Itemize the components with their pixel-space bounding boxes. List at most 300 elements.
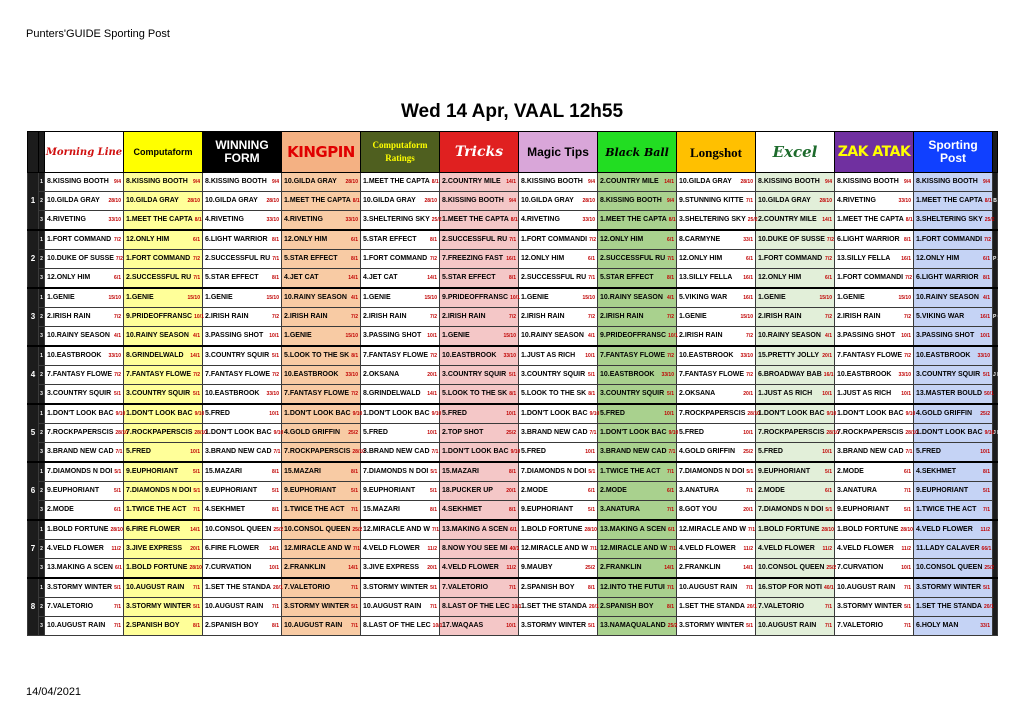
horse-name: 8.GRINDELWALD	[363, 390, 421, 397]
tip-cell	[440, 559, 519, 579]
horse-name: 5.VIKING WAR	[679, 294, 728, 301]
horse-name: 3.JIVE EXPRESS	[126, 545, 183, 552]
tip-cell	[203, 443, 282, 463]
tip-cell	[203, 520, 282, 540]
horse-name: 10.DUKE OF SUSSE	[758, 236, 825, 243]
horse-name: 2.SUCCESSFUL RU	[126, 274, 192, 281]
tip-cell	[835, 211, 914, 231]
tip-cell	[440, 346, 519, 366]
odds: 15/10	[108, 295, 121, 301]
odds: 8/1	[509, 275, 516, 281]
tip-cell	[914, 617, 993, 636]
odds: 6/1	[115, 565, 122, 571]
odds: 5/1	[746, 623, 754, 629]
tip-cell	[440, 443, 519, 463]
horse-name: 5.FRED	[126, 448, 151, 455]
tip-cell	[45, 308, 124, 327]
odds: 9/4	[114, 179, 121, 185]
odds: 28/10	[108, 198, 121, 204]
tip-cell	[914, 211, 993, 231]
tip-cell	[124, 173, 203, 192]
horse-name: 2.IRISH RAIN	[442, 313, 486, 320]
position-number: 1	[39, 462, 45, 482]
odds: 10/1	[427, 430, 437, 436]
tip-cell	[124, 520, 203, 540]
horse-name: 5.FRED	[442, 410, 467, 417]
tip-cell	[361, 482, 440, 501]
odds: 8/1	[667, 604, 674, 610]
table-body	[28, 173, 1005, 636]
tip-cell	[598, 617, 677, 636]
tip-cell	[598, 540, 677, 559]
horse-name: 1.SET THE STANDA	[205, 584, 271, 591]
tip-cell	[835, 346, 914, 366]
horse-name: 1.DON'T LOOK BAC	[205, 429, 272, 436]
horse-name: 8.KISSING BOOTH	[758, 178, 820, 185]
tip-cell	[203, 250, 282, 269]
horse-name: 5.FRED	[521, 448, 546, 455]
horse-name: 1.DON'T LOOK BAC	[442, 448, 509, 455]
horse-name: 8.KISSING BOOTH	[916, 178, 978, 185]
tip-cell	[361, 424, 440, 443]
horse-name: 2.MODE	[600, 487, 627, 494]
tip-cell	[598, 443, 677, 463]
tip-cell	[361, 346, 440, 366]
odds: 9/10	[115, 411, 126, 417]
tip-cell	[203, 617, 282, 636]
odds: 11/2	[822, 546, 832, 552]
horse-name: 10.EASTBROOK	[600, 371, 655, 378]
horse-name: 9.EUPHORIANT	[284, 487, 337, 494]
tip-cell	[519, 404, 598, 424]
tip-cell	[282, 385, 361, 405]
odds: 28/10	[900, 527, 913, 533]
horse-name: 10.RAINY SEASON	[521, 332, 584, 339]
horse-name: 9.PRIDEOFFRANSC	[126, 313, 193, 320]
odds: 15/10	[266, 295, 279, 301]
horse-name: 5.FRED	[679, 429, 704, 436]
odds: 9/10	[352, 411, 363, 417]
tip-cell	[677, 211, 756, 231]
horse-name: 3.COUNTRY SQUIR	[521, 371, 586, 378]
horse-name: 8.KISSING BOOTH	[600, 197, 662, 204]
horse-name: 1.GENIE	[284, 332, 312, 339]
horse-name: 5.FRED	[600, 410, 625, 417]
tip-cell	[914, 308, 993, 327]
tip-cell	[756, 578, 835, 598]
odds: 7/1	[904, 488, 911, 494]
odds: 8/1	[272, 623, 279, 629]
horse-name: 3.COUNTRY SQUIR	[47, 390, 112, 397]
horse-name: 7.DIAMONDS N DOI	[679, 468, 745, 475]
horse-name: 4.RIVETING	[521, 216, 560, 223]
tip-cell	[361, 250, 440, 269]
odds: 7/1	[904, 585, 911, 591]
horse-name: 1.SET THE STANDA	[521, 603, 587, 610]
odds: 7/1	[588, 275, 596, 281]
tip-cell	[598, 288, 677, 308]
odds: 8/1	[430, 507, 437, 513]
tip-cell	[361, 366, 440, 385]
tip-cell	[677, 443, 756, 463]
odds: 6/1	[588, 256, 595, 262]
odds: 33/10	[266, 217, 279, 223]
tip-cell	[203, 366, 282, 385]
horse-name: 2.SUCCESSFUL RU	[521, 274, 587, 281]
odds: 7/1	[667, 469, 674, 475]
horse-name: 9.EUPHORIANT	[363, 487, 416, 494]
horse-name: 6.LIGHT WARRIOR	[916, 274, 979, 281]
odds: 28/10	[110, 527, 123, 533]
horse-name: 10.RAINY SEASON	[758, 332, 821, 339]
horse-name: 2.MODE	[47, 506, 74, 513]
odds: 8/1	[509, 391, 517, 397]
horse-name: 10.DUKE OF SUSSE	[47, 255, 114, 262]
tip-cell	[598, 501, 677, 521]
horse-name: 1.FORT COMMANDI	[916, 236, 983, 243]
odds: 7/1	[904, 623, 911, 629]
horse-name: 7.DIAMONDS N DOI	[758, 506, 824, 513]
odds: 6/1	[114, 275, 121, 281]
odds: 20/1	[743, 391, 753, 397]
odds: 20/1	[743, 507, 753, 513]
odds: 7/1	[668, 449, 676, 455]
odds: 7/1	[509, 237, 517, 243]
horse-name: 3.COUNTRY SQUIR	[600, 390, 665, 397]
horse-name: 7.VALETORIO	[837, 622, 884, 629]
tip-cell	[45, 617, 124, 636]
odds: 7/1	[353, 546, 360, 552]
horse-name: 12.ONLY HIM	[600, 236, 644, 243]
tip-cell	[835, 192, 914, 211]
odds: 7/1	[669, 546, 676, 552]
horse-name: 2.SUCCESSFUL RU	[600, 255, 666, 262]
odds: 14/1	[427, 391, 437, 397]
tip-cell	[519, 346, 598, 366]
odds: 10/1	[269, 333, 279, 339]
race-number: 7	[28, 520, 39, 578]
tip-cell	[756, 288, 835, 308]
tip-cell	[677, 173, 756, 192]
tip-cell	[756, 540, 835, 559]
odds: 9/10	[984, 430, 995, 436]
horse-name: 10.GILDA GRAY	[679, 178, 732, 185]
tip-cell	[914, 366, 993, 385]
odds: 7/1	[748, 527, 755, 533]
odds: 50/1	[984, 391, 994, 397]
tip-cell	[124, 269, 203, 289]
odds: 6/1	[667, 488, 674, 494]
horse-name: 5.VIKING WAR	[916, 313, 965, 320]
tip-cell	[914, 288, 993, 308]
horse-name: 7.DIAMONDS N DOI	[126, 487, 192, 494]
horse-name: 5.FRED	[205, 410, 230, 417]
tip-cell	[756, 404, 835, 424]
horse-name: 4.JET CAT	[363, 274, 398, 281]
horse-name: 7.DIAMONDS N DOI	[363, 468, 429, 475]
odds: 9/4	[588, 179, 595, 185]
tip-cell	[203, 346, 282, 366]
tip-cell	[203, 540, 282, 559]
horse-name: 12.MIRACLE AND W	[521, 545, 589, 552]
tip-cell	[677, 617, 756, 636]
odds: 28/10	[905, 430, 918, 436]
position-number: 1	[39, 578, 45, 598]
odds: 16/1	[980, 314, 990, 320]
horse-name: 5.STAR EFFECT	[363, 236, 417, 243]
horse-name: 6.LIGHT WARRIOR	[837, 236, 900, 243]
tip-cell	[598, 424, 677, 443]
odds: 15/10	[819, 295, 832, 301]
tip-cell	[598, 520, 677, 540]
tip-cell	[440, 250, 519, 269]
odds: 33/10	[345, 217, 358, 223]
tip-cell	[124, 250, 203, 269]
tip-cell	[519, 308, 598, 327]
tip-cell	[361, 520, 440, 540]
horse-name: 1.MEET THE CAPTA	[363, 178, 430, 185]
odds: 7/2	[272, 314, 279, 320]
tip-cell	[677, 578, 756, 598]
horse-name: 10.CONSOL QUEEN	[916, 564, 983, 571]
horse-name: 6.HOLY MAN	[916, 622, 959, 629]
odds: 5/1	[114, 391, 121, 397]
horse-name: 5.LOOK TO THE SK	[521, 390, 587, 397]
odds: 7/2	[667, 314, 674, 320]
horse-name: 4.VELD FLOWER	[442, 564, 499, 571]
horse-name: 4.GOLD GRIFFIN	[284, 429, 340, 436]
odds: 10/1	[427, 333, 437, 339]
odds: 33/10	[661, 372, 674, 378]
horse-name: 4.RIVETING	[837, 197, 876, 204]
horse-name: 1.JUST AS RICH	[837, 390, 892, 397]
tip-cell	[835, 288, 914, 308]
tip-cell	[124, 346, 203, 366]
odds: 16/1	[823, 372, 834, 378]
position-number: 3	[39, 559, 45, 579]
odds: 33/10	[108, 353, 121, 359]
odds: 33/10	[898, 372, 911, 378]
table-row	[28, 540, 998, 559]
horse-name: 10.RAINY SEASON	[284, 294, 347, 301]
odds: 5/1	[114, 488, 121, 494]
position-number: 3	[39, 617, 45, 636]
horse-name: 10.GILDA GRAY	[126, 197, 179, 204]
tip-cell	[756, 250, 835, 269]
odds: 8/1	[510, 217, 518, 223]
horse-name: 4.VELD FLOWER	[758, 545, 815, 552]
horse-name: 4.SEKHMET	[442, 506, 483, 513]
horse-name: 12.MIRACLE AND W	[679, 526, 747, 533]
table-row	[28, 288, 998, 308]
odds: 7/1	[825, 604, 832, 610]
horse-name: 1.GENIE	[758, 294, 786, 301]
odds: 28/10	[740, 179, 753, 185]
tip-cell	[677, 366, 756, 385]
tip-cell	[361, 617, 443, 636]
table-row	[28, 443, 998, 463]
odds: 33/10	[108, 217, 121, 223]
odds: 8/1	[667, 275, 674, 281]
tip-cell	[282, 404, 361, 424]
tip-cell	[598, 250, 677, 269]
horse-name: 2.OKSANA	[363, 371, 400, 378]
horse-name: 3.COUNTRY SQUIR	[442, 371, 507, 378]
horse-name: 2.FRANKLIN	[284, 564, 326, 571]
odds: 7/2	[114, 237, 121, 243]
tip-cell	[519, 327, 598, 347]
odds: 15/10	[582, 295, 595, 301]
odds: 66/1	[981, 546, 992, 552]
tip-cell	[124, 327, 203, 347]
odds: 5/1	[825, 507, 833, 513]
odds: 7/2	[115, 256, 123, 262]
horse-name: 4.JET CAT	[284, 274, 319, 281]
horse-name: 4.RIVETING	[205, 216, 244, 223]
tip-cell	[440, 366, 519, 385]
tip-cell	[45, 346, 124, 366]
odds: 8/1	[668, 217, 676, 223]
tip-cell	[203, 327, 282, 347]
tip-cell	[914, 424, 993, 443]
position-number: 2	[39, 598, 45, 617]
tip-cell	[282, 288, 361, 308]
horse-name: 7.ROCKPAPERSCIS	[284, 448, 351, 455]
odds: 7/1	[667, 585, 674, 591]
horse-name: 7.FREEZING FAST	[442, 255, 504, 262]
odds: 25/2	[743, 449, 753, 455]
tip-cell	[835, 404, 914, 424]
horse-name: 2.IRISH RAIN	[600, 313, 644, 320]
odds: 4/1	[193, 333, 200, 339]
horse-name: 2.COUNTRY MILE	[758, 216, 817, 223]
odds: 4/1	[114, 333, 121, 339]
tip-cell	[361, 404, 440, 424]
tip-cell	[677, 598, 756, 617]
horse-name: 10.EASTBROOK	[284, 371, 339, 378]
position-number: 1	[39, 346, 45, 366]
odds: 5/1	[272, 353, 279, 359]
table-row	[28, 598, 998, 617]
odds: 7/1	[193, 507, 200, 513]
horse-name: 5.LOOK TO THE SK	[284, 352, 350, 359]
odds: 5/1	[351, 488, 358, 494]
odds: 10/1	[585, 353, 595, 359]
odds: 7/1	[431, 449, 439, 455]
odds: 7/2	[193, 372, 201, 378]
odds: 10/1	[664, 411, 674, 417]
tip-cell	[440, 385, 519, 405]
odds: 5/1	[904, 604, 912, 610]
odds: 28/10	[819, 198, 832, 204]
odds: 9/10	[589, 411, 600, 417]
horse-name: 10.AUGUST RAIN	[679, 584, 738, 591]
tip-cell	[203, 559, 282, 579]
odds: 8/1	[905, 217, 913, 223]
tip-cell	[45, 520, 124, 540]
horse-name: 10.GILDA GRAY	[47, 197, 100, 204]
horse-name: 2.COUNTRY MILE	[442, 178, 501, 185]
odds: 10/1	[901, 333, 911, 339]
horse-name: 3.STORMY WINTER	[916, 584, 982, 591]
odds: 10/1	[901, 391, 911, 397]
odds: 8/1	[983, 275, 990, 281]
horse-name: 10.AUGUST RAIN	[205, 603, 264, 610]
odds: 7/1	[273, 449, 281, 455]
column-header: Magic Tips	[519, 132, 598, 173]
odds: 8/1	[588, 391, 596, 397]
horse-name: 8.KISSING BOOTH	[126, 178, 188, 185]
horse-name: 12.ONLY HIM	[679, 255, 723, 262]
horse-name: 7.DIAMONDS N DOI	[521, 468, 587, 475]
tip-cell	[124, 462, 203, 482]
horse-name: 1.JUST AS RICH	[758, 390, 813, 397]
horse-name: 3.COUNTRY SQUIR	[205, 352, 270, 359]
horse-name: 15.MAZARI	[284, 468, 321, 475]
tip-cell	[677, 192, 756, 211]
odds: 9/10	[668, 430, 679, 436]
odds: 11/2	[980, 527, 990, 533]
tip-cell	[914, 327, 993, 347]
odds: 8/1	[352, 198, 360, 204]
horse-name: 9.EUPHORIANT	[47, 487, 100, 494]
odds: 15/10	[503, 333, 516, 339]
odds: 8/1	[193, 623, 200, 629]
horse-name: 15.MAZARI	[442, 468, 479, 475]
column-header: Computaform	[124, 132, 203, 173]
odds: 8/1	[431, 179, 439, 185]
odds: 25/2	[348, 430, 358, 436]
table-row	[28, 617, 998, 636]
tip-cell	[914, 520, 993, 540]
tip-cell	[519, 288, 598, 308]
odds: 7/2	[825, 314, 832, 320]
horse-name: 9.EUPHORIANT	[837, 506, 890, 513]
tip-cell	[835, 250, 914, 269]
horse-name: 9.PRIDEOFFRANSC	[442, 294, 509, 301]
tip-cell	[124, 617, 203, 636]
horse-name: 4.VELD FLOWER	[363, 545, 420, 552]
tip-cell	[45, 404, 124, 424]
odds: 7/2	[351, 314, 358, 320]
horse-name: 2.SUCCESSFUL RU	[205, 255, 271, 262]
horse-name: 2.SPANISH BOY	[126, 622, 180, 629]
horse-name: 2.FRANKLIN	[600, 564, 642, 571]
odds: 7/1	[114, 604, 121, 610]
tip-cell	[519, 578, 598, 598]
tip-cell	[914, 250, 993, 269]
odds: 28/10	[424, 198, 437, 204]
odds: 5/1	[272, 488, 279, 494]
odds: 8/1	[272, 469, 279, 475]
tip-cell	[914, 192, 993, 211]
tip-cell	[361, 211, 440, 231]
odds: 14/1	[190, 527, 200, 533]
tip-cell	[677, 404, 760, 424]
tip-cell	[45, 192, 124, 211]
horse-name: 1.TWICE THE ACT	[126, 506, 187, 513]
tip-cell	[124, 366, 203, 385]
tip-cell	[519, 366, 598, 385]
tip-cell	[598, 173, 677, 192]
odds: 7/2	[430, 353, 438, 359]
tip-cell	[203, 385, 282, 405]
tip-cell	[914, 598, 993, 617]
horse-name: 2.OKSANA	[679, 390, 716, 397]
horse-name: 1.GENIE	[442, 332, 470, 339]
tip-cell	[756, 482, 835, 501]
side-label: J P 2	[993, 404, 998, 462]
